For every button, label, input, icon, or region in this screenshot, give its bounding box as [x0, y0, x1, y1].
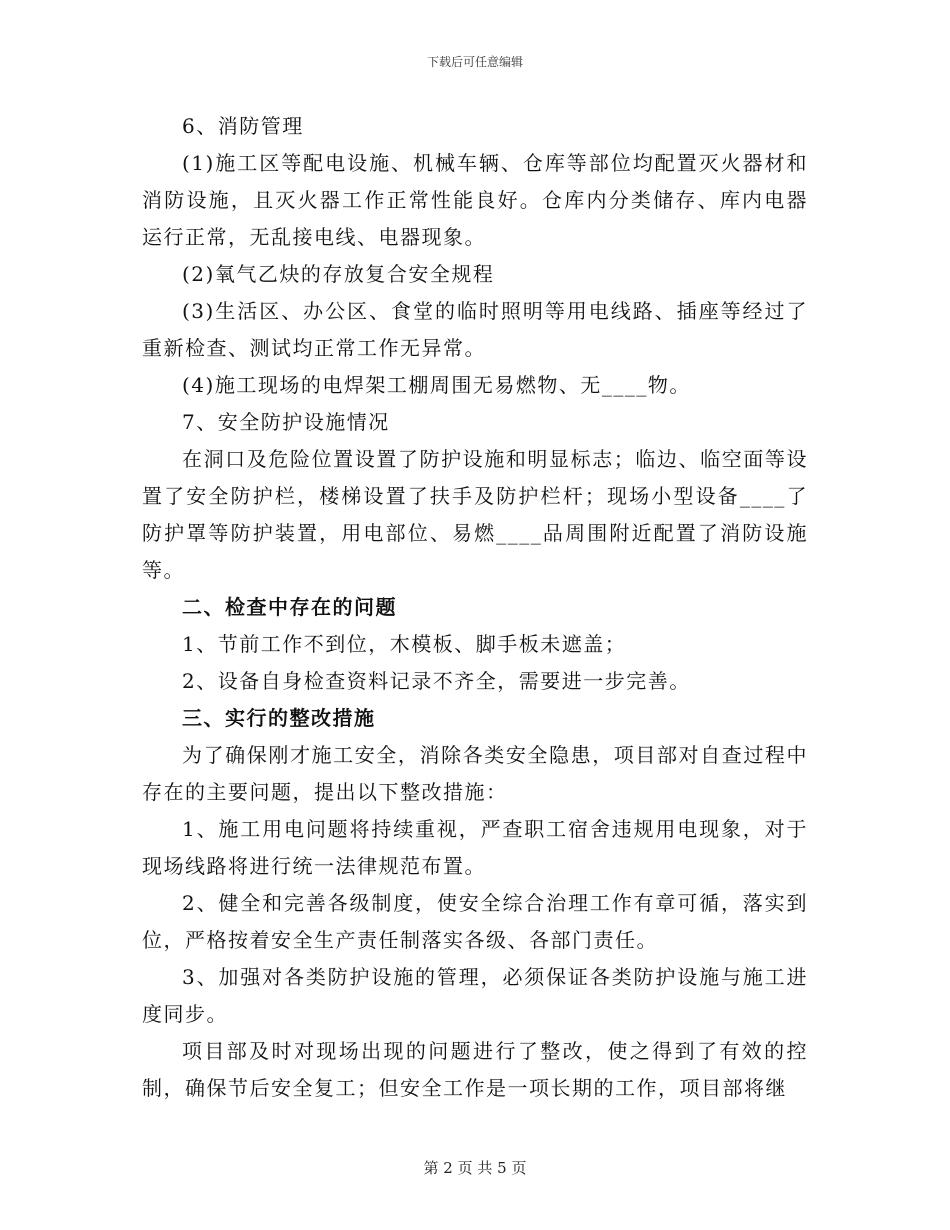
- header-note: 下载后可任意编辑: [426, 55, 523, 69]
- list-item: 2、设备自身检查资料记录不齐全，需要进一步完善。: [182, 669, 691, 693]
- paragraph: 为了确保刚才施工安全，消除各类安全隐患，项目部对自查过程中存在的主要问题，提出以下整改措施：: [142, 743, 808, 804]
- section-heading-measures: 三、实行的整改措施: [182, 706, 376, 730]
- list-item: 1、施工用电问题将持续重视，严查职工宿舍违规用电现象，对于现场线路将进行统一法律规范布置。: [142, 817, 808, 878]
- paragraph: 在洞口及危险位置设置了防护设施和明显标志；临边、临空面等设置了安全防护栏，楼梯设置了扶手及防护栏杆；现场小型设备____了防护罩等防护装置，用电部位、易燃____品周围附近配置了消防设施等。: [142, 447, 808, 582]
- paragraph: 项目部及时对现场出现的问题进行了整改，使之得到了有效的控制，确保节后安全复工；但安全工作是一项长期的工作，项目部将继: [142, 1039, 808, 1100]
- list-item: 2、健全和完善各级制度，使安全综合治理工作有章可循，落实到位，严格按着安全生产责任制落实各级、各部门责任。: [142, 891, 808, 952]
- document-body: [142, 108, 808, 1107]
- paragraph: (1)施工区等配电设施、机械车辆、仓库等部位均配置灭火器材和消防设施，且灭火器工作正常性能良好。仓库内分类储存、库内电器运行正常，无乱接电线、电器现象。: [142, 151, 808, 249]
- paragraph: (4)施工现场的电焊架工棚周围无易燃物、无____物。: [182, 373, 691, 397]
- list-item: 3、加强对各类防护设施的管理，必须保证各类防护设施与施工进度同步。: [142, 965, 808, 1026]
- paragraph: (2)氧气乙炔的存放复合安全规程: [182, 262, 495, 286]
- page-number: 第 2 页 共 5 页: [423, 1159, 527, 1177]
- list-item: 1、节前工作不到位，木模板、脚手板未遮盖；: [182, 632, 627, 656]
- section-heading-safety-protection: 7、安全防护设施情况: [182, 410, 390, 434]
- paragraph: (3)生活区、办公区、食堂的临时照明等用电线路、插座等经过了重新检查、测试均正常工作无异常。: [142, 299, 808, 360]
- section-heading-fire-management: 6、消防管理: [182, 114, 304, 138]
- section-heading-problems: 二、检查中存在的问题: [182, 595, 397, 619]
